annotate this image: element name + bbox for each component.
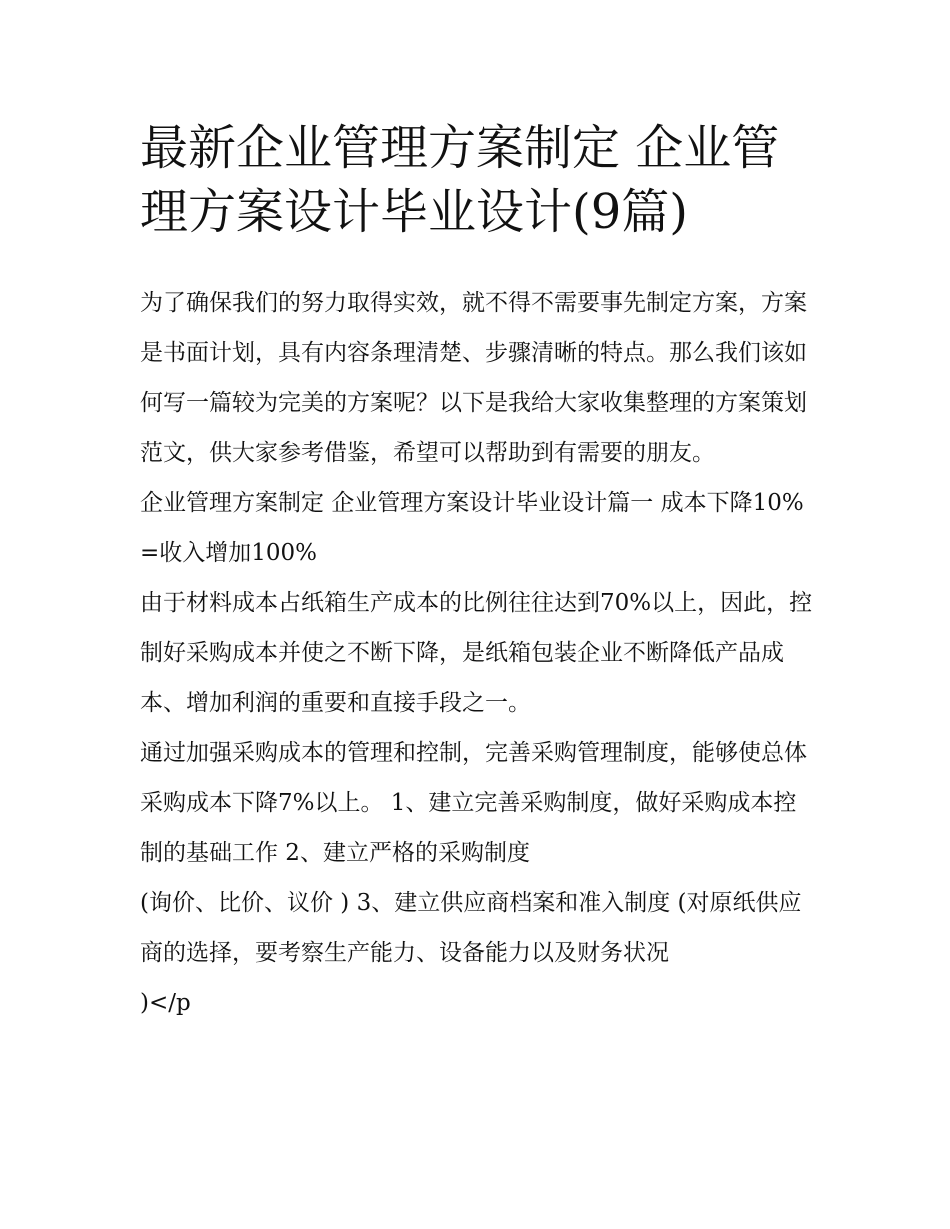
paragraph-procurement-control: 通过加强采购成本的管理和控制，完善采购管理制度，能够使总体采购成本下降7%以上。 1、建立完善采购制度，做好采购成本控制的基础工作 2、建立严格的采购制度 xyxy=(140,740,807,866)
paragraph-trailing-fragment: )</p xyxy=(140,990,191,1016)
paragraph-material-cost: 由于材料成本占纸箱生产成本的比例往往达到70%以上，因此，控制好采购成本并使之不断下降，是纸箱包装企业不断降低产品成本、增加利润的重要和直接手段之一。 xyxy=(140,590,813,716)
document-body xyxy=(140,278,816,1028)
paragraph-section-heading: 企业管理方案制定 企业管理方案设计毕业设计篇一 成本下降10%=收入增加100% xyxy=(140,490,804,566)
paragraph-supplier-archive: (询价、比价、议价 ) 3、建立供应商档案和准入制度 (对原纸供应商的选择，要考察生产能力、设备能力以及财务状况 xyxy=(140,890,802,966)
document-title: 最新企业管理方案制定 企业管理方案设计毕业设计(9篇) xyxy=(140,120,780,240)
paragraph-intro: 为了确保我们的努力取得实效，就不得不需要事先制定方案，方案是书面计划，具有内容条理清楚、步骤清晰的特点。那么我们该如何写一篇较为完美的方案呢？以下是我给大家收集整理的方案策划范文，供大家参考借鉴，希望可以帮助到有需要的朋友。 xyxy=(140,290,807,466)
